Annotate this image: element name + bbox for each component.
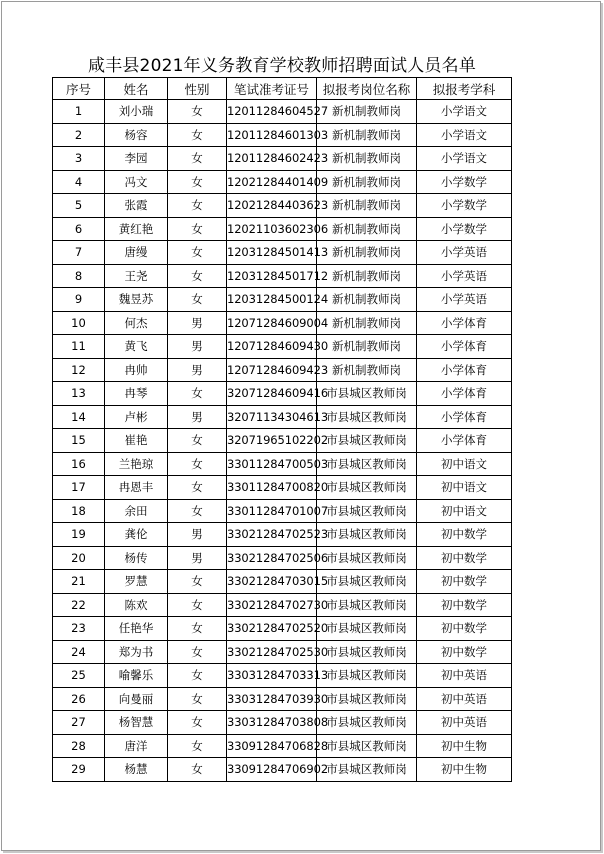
cell-name: 冉琴 bbox=[105, 382, 168, 406]
cell-index: 25 bbox=[53, 664, 105, 688]
cell-index: 5 bbox=[53, 194, 105, 218]
cell-name: 黄红艳 bbox=[105, 217, 168, 241]
cell-index: 3 bbox=[53, 147, 105, 171]
cell-post: 新机制教师岗 bbox=[317, 335, 417, 359]
cell-post: 市县城区教师岗 bbox=[317, 687, 417, 711]
cell-gender: 男 bbox=[168, 405, 227, 429]
cell-exam-number: 33031284703808 bbox=[227, 711, 317, 735]
cell-exam-number: 12021284401409 bbox=[227, 170, 317, 194]
header-index: 序号 bbox=[53, 78, 105, 100]
cell-exam-number: 12011284602423 bbox=[227, 147, 317, 171]
table-row bbox=[53, 570, 512, 594]
cell-subject: 初中生物 bbox=[417, 758, 512, 782]
cell-exam-number: 12031284501413 bbox=[227, 241, 317, 265]
cell-index: 8 bbox=[53, 264, 105, 288]
cell-post: 市县城区教师岗 bbox=[317, 476, 417, 500]
table-row bbox=[53, 758, 512, 782]
cell-post: 新机制教师岗 bbox=[317, 170, 417, 194]
cell-name: 卢彬 bbox=[105, 405, 168, 429]
cell-name: 唐洋 bbox=[105, 734, 168, 758]
cell-index: 7 bbox=[53, 241, 105, 265]
header-subject: 拟报考学科 bbox=[417, 78, 512, 100]
cell-subject: 初中数学 bbox=[417, 617, 512, 641]
cell-post: 市县城区教师岗 bbox=[317, 664, 417, 688]
cell-index: 17 bbox=[53, 476, 105, 500]
cell-index: 14 bbox=[53, 405, 105, 429]
cell-index: 6 bbox=[53, 217, 105, 241]
cell-name: 王尧 bbox=[105, 264, 168, 288]
cell-subject: 初中数学 bbox=[417, 640, 512, 664]
cell-gender: 女 bbox=[168, 476, 227, 500]
cell-index: 4 bbox=[53, 170, 105, 194]
cell-exam-number: 33021284702520 bbox=[227, 617, 317, 641]
cell-index: 2 bbox=[53, 123, 105, 147]
cell-index: 9 bbox=[53, 288, 105, 312]
cell-post: 市县城区教师岗 bbox=[317, 429, 417, 453]
cell-post: 市县城区教师岗 bbox=[317, 570, 417, 594]
table-row bbox=[53, 358, 512, 382]
cell-subject: 小学体育 bbox=[417, 358, 512, 382]
cell-subject: 初中英语 bbox=[417, 711, 512, 735]
cell-post: 市县城区教师岗 bbox=[317, 711, 417, 735]
cell-exam-number: 12071284609004 bbox=[227, 311, 317, 335]
cell-post: 市县城区教师岗 bbox=[317, 617, 417, 641]
cell-subject: 小学体育 bbox=[417, 429, 512, 453]
cell-index: 15 bbox=[53, 429, 105, 453]
cell-post: 新机制教师岗 bbox=[317, 358, 417, 382]
cell-exam-number: 33011284700820 bbox=[227, 476, 317, 500]
cell-post: 新机制教师岗 bbox=[317, 100, 417, 124]
cell-index: 21 bbox=[53, 570, 105, 594]
cell-gender: 女 bbox=[168, 429, 227, 453]
table-row bbox=[53, 264, 512, 288]
table-row bbox=[53, 452, 512, 476]
cell-subject: 初中数学 bbox=[417, 523, 512, 547]
cell-gender: 女 bbox=[168, 687, 227, 711]
header-post: 拟报考岗位名称 bbox=[317, 78, 417, 100]
cell-subject: 初中语文 bbox=[417, 476, 512, 500]
cell-exam-number: 12031284500124 bbox=[227, 288, 317, 312]
cell-subject: 小学英语 bbox=[417, 264, 512, 288]
cell-gender: 女 bbox=[168, 194, 227, 218]
cell-gender: 女 bbox=[168, 593, 227, 617]
table-row bbox=[53, 499, 512, 523]
cell-exam-number: 33031284703930 bbox=[227, 687, 317, 711]
cell-index: 11 bbox=[53, 335, 105, 359]
cell-gender: 女 bbox=[168, 288, 227, 312]
cell-post: 市县城区教师岗 bbox=[317, 499, 417, 523]
cell-gender: 女 bbox=[168, 147, 227, 171]
table-row bbox=[53, 429, 512, 453]
cell-post: 市县城区教师岗 bbox=[317, 758, 417, 782]
cell-post: 新机制教师岗 bbox=[317, 241, 417, 265]
cell-index: 23 bbox=[53, 617, 105, 641]
cell-post: 市县城区教师岗 bbox=[317, 640, 417, 664]
cell-index: 19 bbox=[53, 523, 105, 547]
cell-gender: 女 bbox=[168, 664, 227, 688]
cell-exam-number: 12071284609423 bbox=[227, 358, 317, 382]
cell-index: 10 bbox=[53, 311, 105, 335]
cell-gender: 女 bbox=[168, 123, 227, 147]
cell-subject: 初中数学 bbox=[417, 593, 512, 617]
cell-subject: 小学语文 bbox=[417, 100, 512, 124]
table-row bbox=[53, 405, 512, 429]
cell-post: 新机制教师岗 bbox=[317, 264, 417, 288]
cell-name: 兰艳琼 bbox=[105, 452, 168, 476]
cell-gender: 女 bbox=[168, 758, 227, 782]
cell-post: 市县城区教师岗 bbox=[317, 382, 417, 406]
cell-name: 杨传 bbox=[105, 546, 168, 570]
cell-gender: 女 bbox=[168, 170, 227, 194]
cell-name: 向曼丽 bbox=[105, 687, 168, 711]
cell-name: 陈欢 bbox=[105, 593, 168, 617]
cell-subject: 小学数学 bbox=[417, 170, 512, 194]
cell-post: 新机制教师岗 bbox=[317, 194, 417, 218]
cell-name: 张霞 bbox=[105, 194, 168, 218]
cell-exam-number: 33021284702523 bbox=[227, 523, 317, 547]
cell-subject: 小学英语 bbox=[417, 241, 512, 265]
table-row bbox=[53, 734, 512, 758]
cell-exam-number: 32071134304613 bbox=[227, 405, 317, 429]
cell-subject: 初中生物 bbox=[417, 734, 512, 758]
cell-name: 杨慧 bbox=[105, 758, 168, 782]
table-row bbox=[53, 382, 512, 406]
cell-name: 魏昱苏 bbox=[105, 288, 168, 312]
cell-index: 18 bbox=[53, 499, 105, 523]
cell-subject: 小学体育 bbox=[417, 335, 512, 359]
cell-exam-number: 33011284701007 bbox=[227, 499, 317, 523]
cell-name: 冉恩丰 bbox=[105, 476, 168, 500]
header-gender: 性别 bbox=[168, 78, 227, 100]
cell-exam-number: 12071284609430 bbox=[227, 335, 317, 359]
table-row bbox=[53, 476, 512, 500]
table-row bbox=[53, 217, 512, 241]
cell-name: 黄飞 bbox=[105, 335, 168, 359]
cell-exam-number: 12031284501712 bbox=[227, 264, 317, 288]
cell-exam-number: 33021284703015 bbox=[227, 570, 317, 594]
cell-exam-number: 32071965102202 bbox=[227, 429, 317, 453]
cell-name: 唐缦 bbox=[105, 241, 168, 265]
cell-name: 杨智慧 bbox=[105, 711, 168, 735]
cell-name: 冉帅 bbox=[105, 358, 168, 382]
cell-name: 何杰 bbox=[105, 311, 168, 335]
cell-exam-number: 12021284403623 bbox=[227, 194, 317, 218]
table-row bbox=[53, 617, 512, 641]
cell-subject: 小学数学 bbox=[417, 217, 512, 241]
cell-subject: 初中语文 bbox=[417, 499, 512, 523]
cell-exam-number: 33021284702730 bbox=[227, 593, 317, 617]
table-row bbox=[53, 194, 512, 218]
cell-gender: 女 bbox=[168, 241, 227, 265]
cell-index: 22 bbox=[53, 593, 105, 617]
cell-gender: 女 bbox=[168, 499, 227, 523]
cell-index: 12 bbox=[53, 358, 105, 382]
cell-name: 冯文 bbox=[105, 170, 168, 194]
cell-post: 市县城区教师岗 bbox=[317, 405, 417, 429]
cell-gender: 女 bbox=[168, 264, 227, 288]
cell-post: 新机制教师岗 bbox=[317, 147, 417, 171]
cell-index: 24 bbox=[53, 640, 105, 664]
cell-exam-number: 32071284609416 bbox=[227, 382, 317, 406]
cell-name: 郑为书 bbox=[105, 640, 168, 664]
cell-index: 27 bbox=[53, 711, 105, 735]
cell-exam-number: 33031284703313 bbox=[227, 664, 317, 688]
table-body bbox=[53, 100, 512, 782]
table-row bbox=[53, 311, 512, 335]
cell-post: 市县城区教师岗 bbox=[317, 523, 417, 547]
cell-post: 新机制教师岗 bbox=[317, 288, 417, 312]
table-row bbox=[53, 335, 512, 359]
cell-subject: 小学体育 bbox=[417, 311, 512, 335]
cell-name: 崔艳 bbox=[105, 429, 168, 453]
cell-index: 26 bbox=[53, 687, 105, 711]
cell-gender: 女 bbox=[168, 217, 227, 241]
document-title: 咸丰县2021年义务教育学校教师招聘面试人员名单 bbox=[87, 56, 477, 76]
cell-post: 市县城区教师岗 bbox=[317, 734, 417, 758]
cell-exam-number: 12011284604527 bbox=[227, 100, 317, 124]
table-row bbox=[53, 241, 512, 265]
cell-name: 罗慧 bbox=[105, 570, 168, 594]
cell-gender: 女 bbox=[168, 570, 227, 594]
cell-exam-number: 33091284706902 bbox=[227, 758, 317, 782]
cell-name: 杨容 bbox=[105, 123, 168, 147]
interview-roster-table bbox=[52, 77, 512, 782]
cell-subject: 小学数学 bbox=[417, 194, 512, 218]
cell-gender: 男 bbox=[168, 523, 227, 547]
table-row bbox=[53, 170, 512, 194]
cell-gender: 女 bbox=[168, 640, 227, 664]
table-row bbox=[53, 593, 512, 617]
table-row bbox=[53, 523, 512, 547]
cell-gender: 女 bbox=[168, 452, 227, 476]
cell-name: 刘小瑞 bbox=[105, 100, 168, 124]
cell-subject: 初中语文 bbox=[417, 452, 512, 476]
cell-subject: 初中数学 bbox=[417, 570, 512, 594]
cell-index: 28 bbox=[53, 734, 105, 758]
cell-index: 1 bbox=[53, 100, 105, 124]
cell-subject: 初中英语 bbox=[417, 664, 512, 688]
table-row bbox=[53, 546, 512, 570]
cell-exam-number: 33021284702530 bbox=[227, 640, 317, 664]
cell-subject: 小学英语 bbox=[417, 288, 512, 312]
cell-post: 市县城区教师岗 bbox=[317, 452, 417, 476]
table-row bbox=[53, 100, 512, 124]
cell-gender: 女 bbox=[168, 617, 227, 641]
cell-post: 新机制教师岗 bbox=[317, 123, 417, 147]
cell-gender: 男 bbox=[168, 311, 227, 335]
cell-gender: 男 bbox=[168, 358, 227, 382]
table-header-row bbox=[53, 78, 512, 100]
cell-name: 喻馨乐 bbox=[105, 664, 168, 688]
cell-name: 任艳华 bbox=[105, 617, 168, 641]
cell-index: 13 bbox=[53, 382, 105, 406]
cell-gender: 女 bbox=[168, 382, 227, 406]
cell-exam-number: 33091284706828 bbox=[227, 734, 317, 758]
cell-index: 20 bbox=[53, 546, 105, 570]
cell-post: 市县城区教师岗 bbox=[317, 546, 417, 570]
cell-subject: 小学语文 bbox=[417, 147, 512, 171]
cell-subject: 小学体育 bbox=[417, 382, 512, 406]
cell-subject: 初中英语 bbox=[417, 687, 512, 711]
cell-index: 29 bbox=[53, 758, 105, 782]
cell-subject: 小学语文 bbox=[417, 123, 512, 147]
cell-subject: 小学体育 bbox=[417, 405, 512, 429]
header-name: 姓名 bbox=[105, 78, 168, 100]
cell-gender: 男 bbox=[168, 335, 227, 359]
table-row bbox=[53, 123, 512, 147]
cell-post: 新机制教师岗 bbox=[317, 217, 417, 241]
cell-exam-number: 33021284702506 bbox=[227, 546, 317, 570]
cell-name: 余田 bbox=[105, 499, 168, 523]
cell-gender: 男 bbox=[168, 546, 227, 570]
table-row bbox=[53, 640, 512, 664]
cell-subject: 初中数学 bbox=[417, 546, 512, 570]
cell-gender: 女 bbox=[168, 711, 227, 735]
cell-post: 市县城区教师岗 bbox=[317, 593, 417, 617]
table-row bbox=[53, 288, 512, 312]
cell-index: 16 bbox=[53, 452, 105, 476]
cell-gender: 女 bbox=[168, 100, 227, 124]
cell-gender: 女 bbox=[168, 734, 227, 758]
cell-exam-number: 12021103602306 bbox=[227, 217, 317, 241]
cell-post: 新机制教师岗 bbox=[317, 311, 417, 335]
cell-exam-number: 12011284601303 bbox=[227, 123, 317, 147]
table-row bbox=[53, 147, 512, 171]
table-row bbox=[53, 687, 512, 711]
table-row bbox=[53, 711, 512, 735]
cell-exam-number: 33011284700503 bbox=[227, 452, 317, 476]
cell-name: 李园 bbox=[105, 147, 168, 171]
table-row bbox=[53, 664, 512, 688]
header-exam-number: 笔试准考证号 bbox=[227, 78, 317, 100]
cell-name: 龚伦 bbox=[105, 523, 168, 547]
